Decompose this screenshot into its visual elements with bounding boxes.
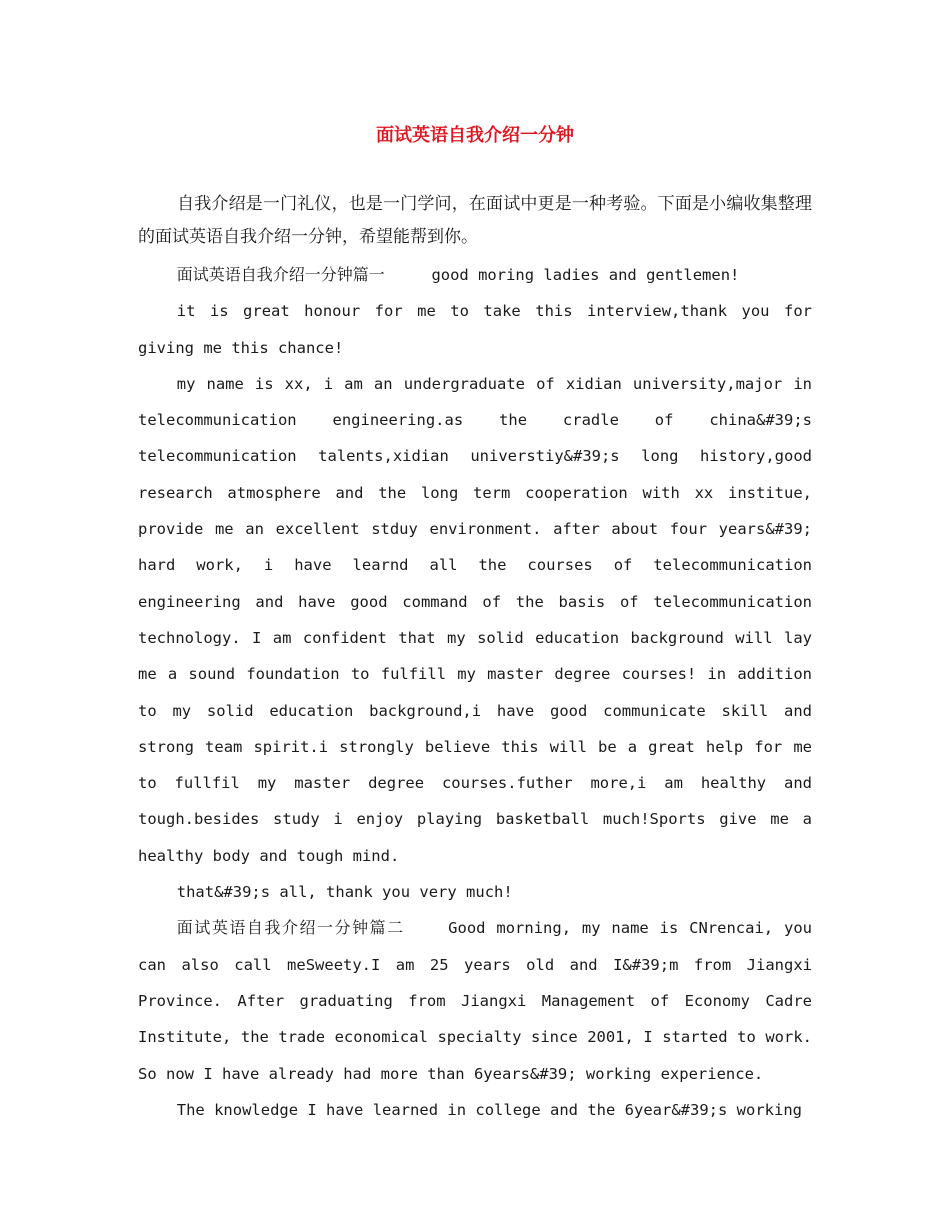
section1-heading: 面试英语自我介绍一分钟篇一 [176,265,385,284]
section1-paragraph-1: it is great honour for me to take this interview,thank you for giving me this chance! [138,302,812,357]
section1-first-line [138,257,812,293]
section1-greeting: good moring ladies and gentlemen! [431,266,740,284]
section2-first-paragraph [138,910,812,1091]
document-body [138,188,812,1128]
intro-paragraph: 自我介绍是一门礼仪，也是一门学问，在面试中更是一种考验。下面是小编收集整理的面试英语自我介绍一分钟，希望能帮到你。 [138,194,812,247]
section2-heading: 面试英语自我介绍一分钟篇二 [176,918,405,938]
section1-paragraph-2: my name is xx, i am an undergraduate of xidian university,major in telecommunication engineering.as the cradle of china&#39;s telecommunication talents,xidian universtiy&#39;s long history,good research atmosphere and the long term cooperation with xx institue, provide me an excellent stduy environment. after about four years&#39; hard work, i have learnd all the courses of telecommunication engineering and have good command of the basis of telecommunication technology. I am confident that my solid education background will lay me a sound foundation to fulfill my master degree courses! in addition to my solid education background,i have good communicate skill and strong team spirit.i strongly believe this will be a great help for me to fullfil my master degree courses.futher more,i am healthy and tough.besides study i enjoy playing basketball much!Sports give me a healthy body and tough mind. [138,374,812,865]
section2-paragraph-2: The knowledge I have learned in college and the 6year&#39;s working [176,1100,802,1119]
section2-paragraph-1: Good morning, my name is CNrencai, you can also call meSweety.I am 25 years old and I&#39;m from Jiangxi Province. After graduating from Jiangxi Management of Economy Cadre Institute, the trade economical specialty since 2001, I started to work. So now I have already had more than 6years&#39; working experience. [138,919,812,1083]
document-title: 面试英语自我介绍一分钟 [376,125,574,146]
section1-paragraph-3: that&#39;s all, thank you very much! [176,883,513,902]
